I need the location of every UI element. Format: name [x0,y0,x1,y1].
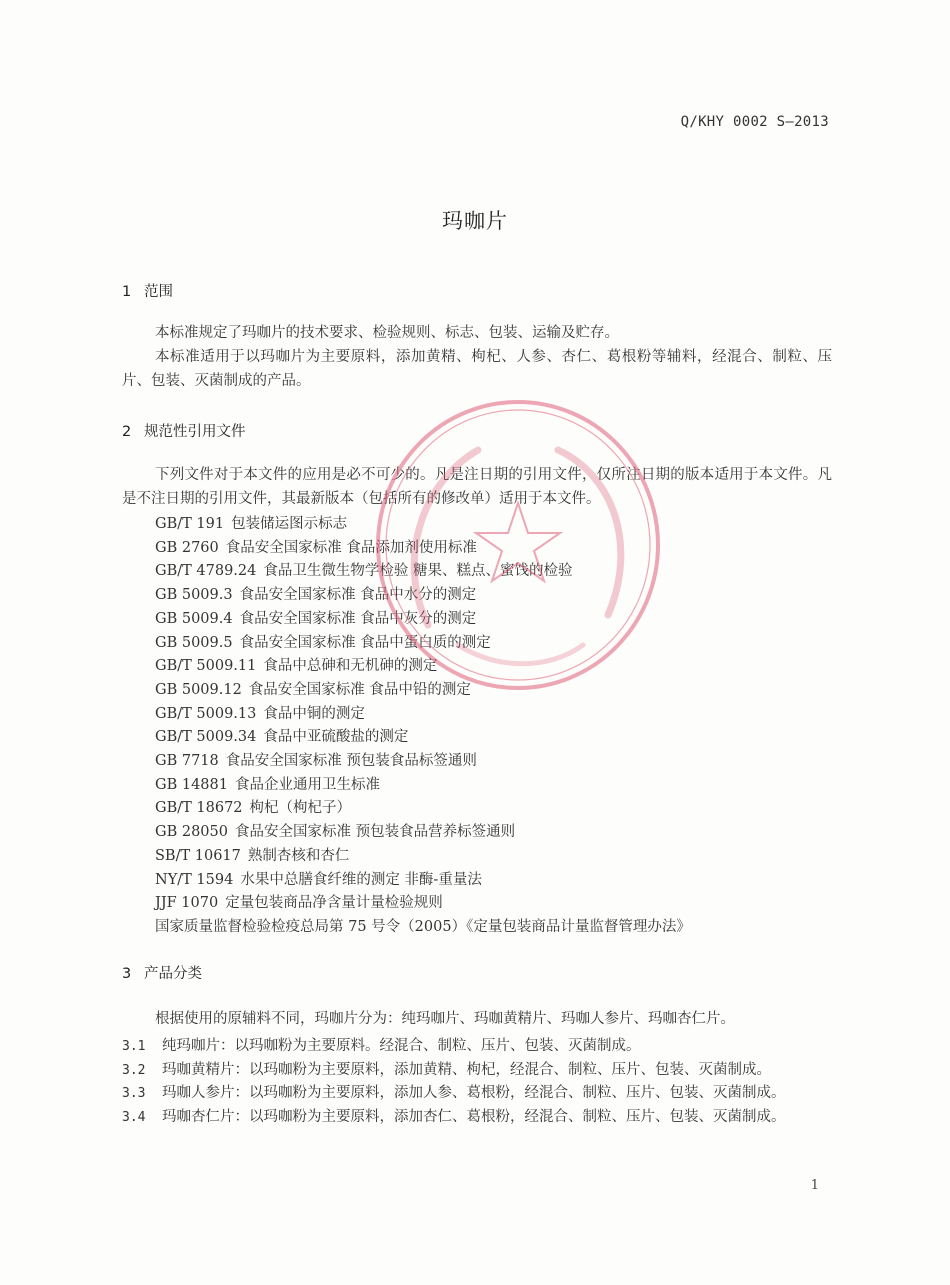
reference-title: 食品企业通用卫生标准 [234,776,380,793]
reference-code: GB/T 5009.13 [155,705,257,722]
reference-code: GB 7718 [155,753,219,770]
reference-title: 定量包装商品净含量计量检验规则 [225,895,443,912]
category-item [122,1035,842,1059]
section-2-intro: 下列文件对于本文件的应用是必不可少的。凡是注日期的引用文件，仅所注日期的版本适用于本文件。凡是不注日期的引用文件，其最新版本（包括所有的修改单）适用于本文件。 [122,467,832,507]
category-item [122,1082,842,1106]
reference-code: GB/T 18672 [155,800,243,817]
reference-title: 食品安全国家标准 预包装食品营养标签通则 [234,824,516,841]
section-title: 规范性引用文件 [144,424,246,440]
reference-title: 食品中亚硫酸盐的测定 [263,729,409,746]
section-title: 产品分类 [144,966,202,982]
reference-title: 食品安全国家标准 食品中水分的测定 [239,587,477,604]
reference-item [155,750,691,774]
reference-title: 食品中总砷和无机砷的测定 [263,658,438,675]
section-number: 3 [122,966,132,982]
reference-item [155,608,691,632]
category-text: 玛咖黄精片：以玛咖粉为主要原料，添加黄精、枸杞，经混合、制粒、压片、包装、灭菌制成。 [162,1061,771,1078]
reference-item [155,703,691,727]
reference-item [155,560,691,584]
reference-code: GB 5009.4 [155,610,233,627]
reference-code: JJF 1070 [155,895,219,912]
page-number: 1 [810,1178,819,1193]
reference-title: 食品安全国家标准 食品添加剂使用标准 [225,539,477,556]
section-1-paragraph-1: 本标准规定了玛咖片的技术要求、检验规则、标志、包装、运输及贮存。 [155,325,619,341]
reference-title: 水果中总膳食纤维的测定 非酶-重量法 [240,871,482,888]
section-3-heading [122,962,202,983]
reference-code: GB 2760 [155,539,219,556]
reference-list [155,513,691,940]
section-3-intro: 根据使用的原辅料不同，玛咖片分为：纯玛咖片、玛咖黄精片、玛咖人参片、玛咖杏仁片。 [155,1011,735,1027]
category-number: 3.3 [122,1086,146,1102]
reference-code: GB 5009.12 [155,681,242,698]
reference-title: 枸杞（枸杞子） [249,800,352,817]
reference-title: 食品安全国家标准 预包装食品标签通则 [225,753,477,770]
reference-title: 国家质量监督检验检疫总局第 75 号令（2005）《定量包装商品计量监督管理办法》 [155,918,691,935]
category-number: 3.1 [122,1039,146,1054]
reference-code: GB 5009.5 [155,634,233,651]
reference-item [155,797,691,821]
standard-code: Q/KHY 0002 S—2013 [680,114,829,130]
reference-code: GB/T 5009.11 [155,658,257,675]
reference-code: NY/T 1594 [155,871,234,888]
category-item [122,1059,842,1083]
category-text: 玛咖人参片：以玛咖粉为主要原料，添加人参、葛根粉，经混合、制粒、压片、包装、灭菌制成。 [162,1085,786,1102]
section-1-paragraph-2: 本标准适用于以玛咖片为主要原料，添加黄精、枸杞、人参、杏仁、葛根粉等辅料，经混合、制粒、压片、包装、灭菌制成的产品。 [122,349,832,389]
reference-code: SB/T 10617 [155,847,241,864]
category-number: 3.4 [122,1110,146,1126]
reference-item [155,726,691,750]
reference-title: 食品卫生微生物学检验 糖果、糕点、蜜饯的检验 [263,563,573,580]
reference-item [155,679,691,703]
category-number: 3.2 [122,1062,146,1078]
reference-code: GB/T 4789.24 [155,563,257,580]
reference-item [155,916,691,940]
reference-title: 食品安全国家标准 食品中灰分的测定 [239,610,477,627]
reference-item [155,655,691,679]
reference-code: GB/T 191 [155,516,225,532]
reference-item [155,821,691,845]
category-text: 纯玛咖片：以玛咖粉为主要原料。经混合、制粒、压片、包装、灭菌制成。 [162,1038,641,1054]
reference-item [155,892,691,916]
reference-item [155,845,691,869]
reference-title: 包装储运图示标志 [231,516,348,532]
reference-item [155,537,691,561]
reference-item [155,584,691,608]
section-title: 范围 [144,284,173,300]
document-title: 玛咖片 [442,209,508,233]
section-1-heading [122,280,173,301]
reference-code: GB 14881 [155,776,228,793]
category-list [122,1035,842,1130]
category-item [122,1106,842,1130]
reference-item [155,774,691,798]
reference-title: 食品中铜的测定 [263,705,365,722]
reference-item [155,513,691,537]
category-text: 玛咖杏仁片：以玛咖粉为主要原料，添加杏仁、葛根粉，经混合、制粒、压片、包装、灭菌制成。 [162,1109,786,1126]
section-2-heading [122,420,246,441]
reference-title: 熟制杏核和杏仁 [247,847,350,864]
reference-code: GB 5009.3 [155,587,233,604]
section-number: 2 [122,424,132,440]
reference-title: 食品安全国家标准 食品中蛋白质的测定 [239,634,491,651]
section-number: 1 [122,284,132,300]
reference-code: GB/T 5009.34 [155,729,257,746]
reference-item [155,869,691,893]
reference-item [155,632,691,656]
reference-code: GB 28050 [155,824,228,841]
reference-title: 食品安全国家标准 食品中铅的测定 [248,681,471,698]
